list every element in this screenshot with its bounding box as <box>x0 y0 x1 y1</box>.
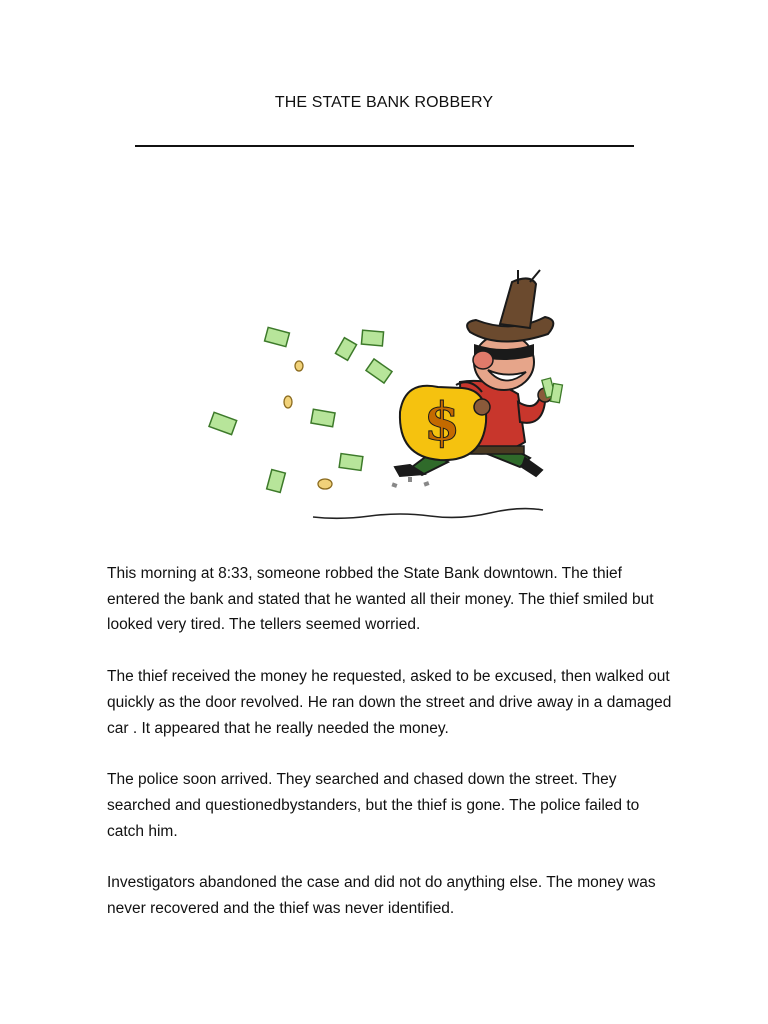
story-paragraph: This morning at 8:33, someone robbed the State Bank downtown. The thief entered the bank and stated that he wanted all their money. The thief smiled but looked very tired. The tellers seemed worried. <box>107 565 654 634</box>
robber-illustration <box>200 262 570 527</box>
story-body <box>107 561 677 948</box>
story-paragraph: The police soon arrived. They searched and chased down the street. They searched and questionedbystanders, but the thief is gone. The police failed to catch him. <box>107 771 640 840</box>
bill-icon <box>335 338 356 361</box>
bill-icon <box>366 359 392 383</box>
title-underline <box>135 145 634 147</box>
ground-line <box>313 509 543 519</box>
coin-icon <box>295 361 303 371</box>
flying-bills <box>209 327 392 492</box>
document-title: THE STATE BANK ROBBERY <box>274 94 494 111</box>
bill-icon <box>267 470 286 493</box>
bill-icon <box>265 327 290 346</box>
cowboy-hat-icon <box>467 270 553 342</box>
bill-icon <box>311 409 335 427</box>
bill-icon <box>209 412 237 434</box>
story-paragraph: The thief received the money he requested, asked to be excused, then walked out quickly as the door revolved. He ran down the street and drive away in a damaged car . It appeared that he really needed the money. <box>107 668 672 737</box>
money-bag-icon <box>400 382 486 460</box>
dust-bits <box>391 477 429 488</box>
coin-icon <box>284 396 292 408</box>
bill-icon <box>361 330 383 346</box>
bill-icon <box>339 454 363 471</box>
svg-text:$: $ <box>423 392 461 453</box>
story-paragraph: Investigators abandoned the case and did not do anything else. The money was never recovered and the thief was never identified. <box>107 874 656 918</box>
coin-icon <box>318 479 332 489</box>
